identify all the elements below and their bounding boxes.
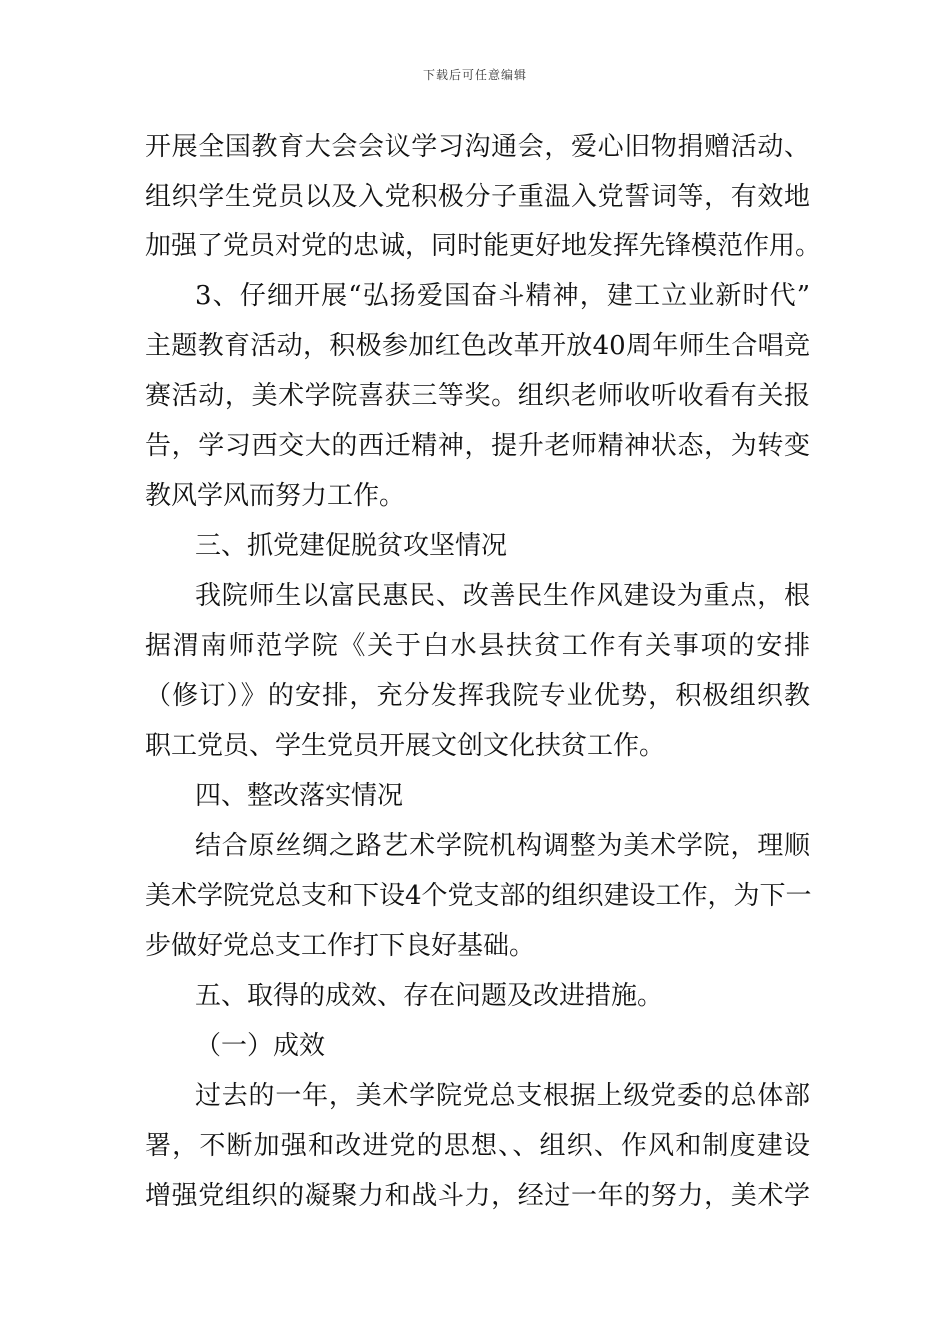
paragraph-line: 赛活动，美术学院喜获三等奖。组织老师收听收看有关报	[145, 381, 810, 411]
paragraph-line: 开展全国教育大会会议学习沟通会，爱心旧物捐赠活动、	[145, 132, 810, 162]
paragraph-line: 署，不断加强和改进党的思想、、组织、作风和制度建设	[145, 1131, 810, 1161]
paragraph-line: 我院师生以富民惠民、改善民生作风建设为重点，根	[195, 581, 810, 611]
paragraph-line: 结合原丝绸之路艺术学院机构调整为美术学院，理顺	[195, 831, 810, 861]
paragraph-line: 教风学风而努力工作。	[145, 481, 406, 511]
paragraph-line: 据渭南师范学院《关于白水县扶贫工作有关事项的安排	[145, 631, 810, 661]
paragraph-line: 3、仔细开展“弘扬爱国奋斗精神，建工立业新时代”	[195, 281, 810, 311]
paragraph-line: （修订）》的安排，充分发挥我院专业优势，积极组织教	[145, 681, 810, 711]
paragraph-line: 告，学习西交大的西迁精神，提升老师精神状态，为转变	[145, 431, 810, 461]
paragraph-line: 组织学生党员以及入党积极分子重温入党誓词等，有效地	[145, 182, 810, 212]
section-heading: 四、整改落实情况	[195, 781, 404, 811]
paragraph-line: 过去的一年，美术学院党总支根据上级党委的总体部	[195, 1081, 810, 1111]
subsection-heading: （一）成效	[195, 1031, 326, 1061]
paragraph-line: 加强了党员对党的忠诚，同时能更好地发挥先锋模范作用。	[145, 231, 822, 261]
paragraph-line: 职工党员、学生党员开展文创文化扶贫工作。	[145, 731, 666, 761]
section-heading: 三、抓党建促脱贫攻坚情况	[195, 531, 508, 561]
header-note: 下载后可任意编辑	[422, 68, 527, 82]
paragraph-line: 美术学院党总支和下设4个党支部的组织建设工作，为下一	[145, 881, 812, 911]
paragraph-line: 步做好党总支工作打下良好基础。	[145, 931, 536, 961]
paragraph-line: 主题教育活动，积极参加红色改革开放40周年师生合唱竞	[145, 331, 810, 361]
section-heading: 五、取得的成效、存在问题及改进措施。	[195, 981, 664, 1011]
paragraph-line: 增强党组织的凝聚力和战斗力，经过一年的努力，美术学	[145, 1181, 810, 1211]
